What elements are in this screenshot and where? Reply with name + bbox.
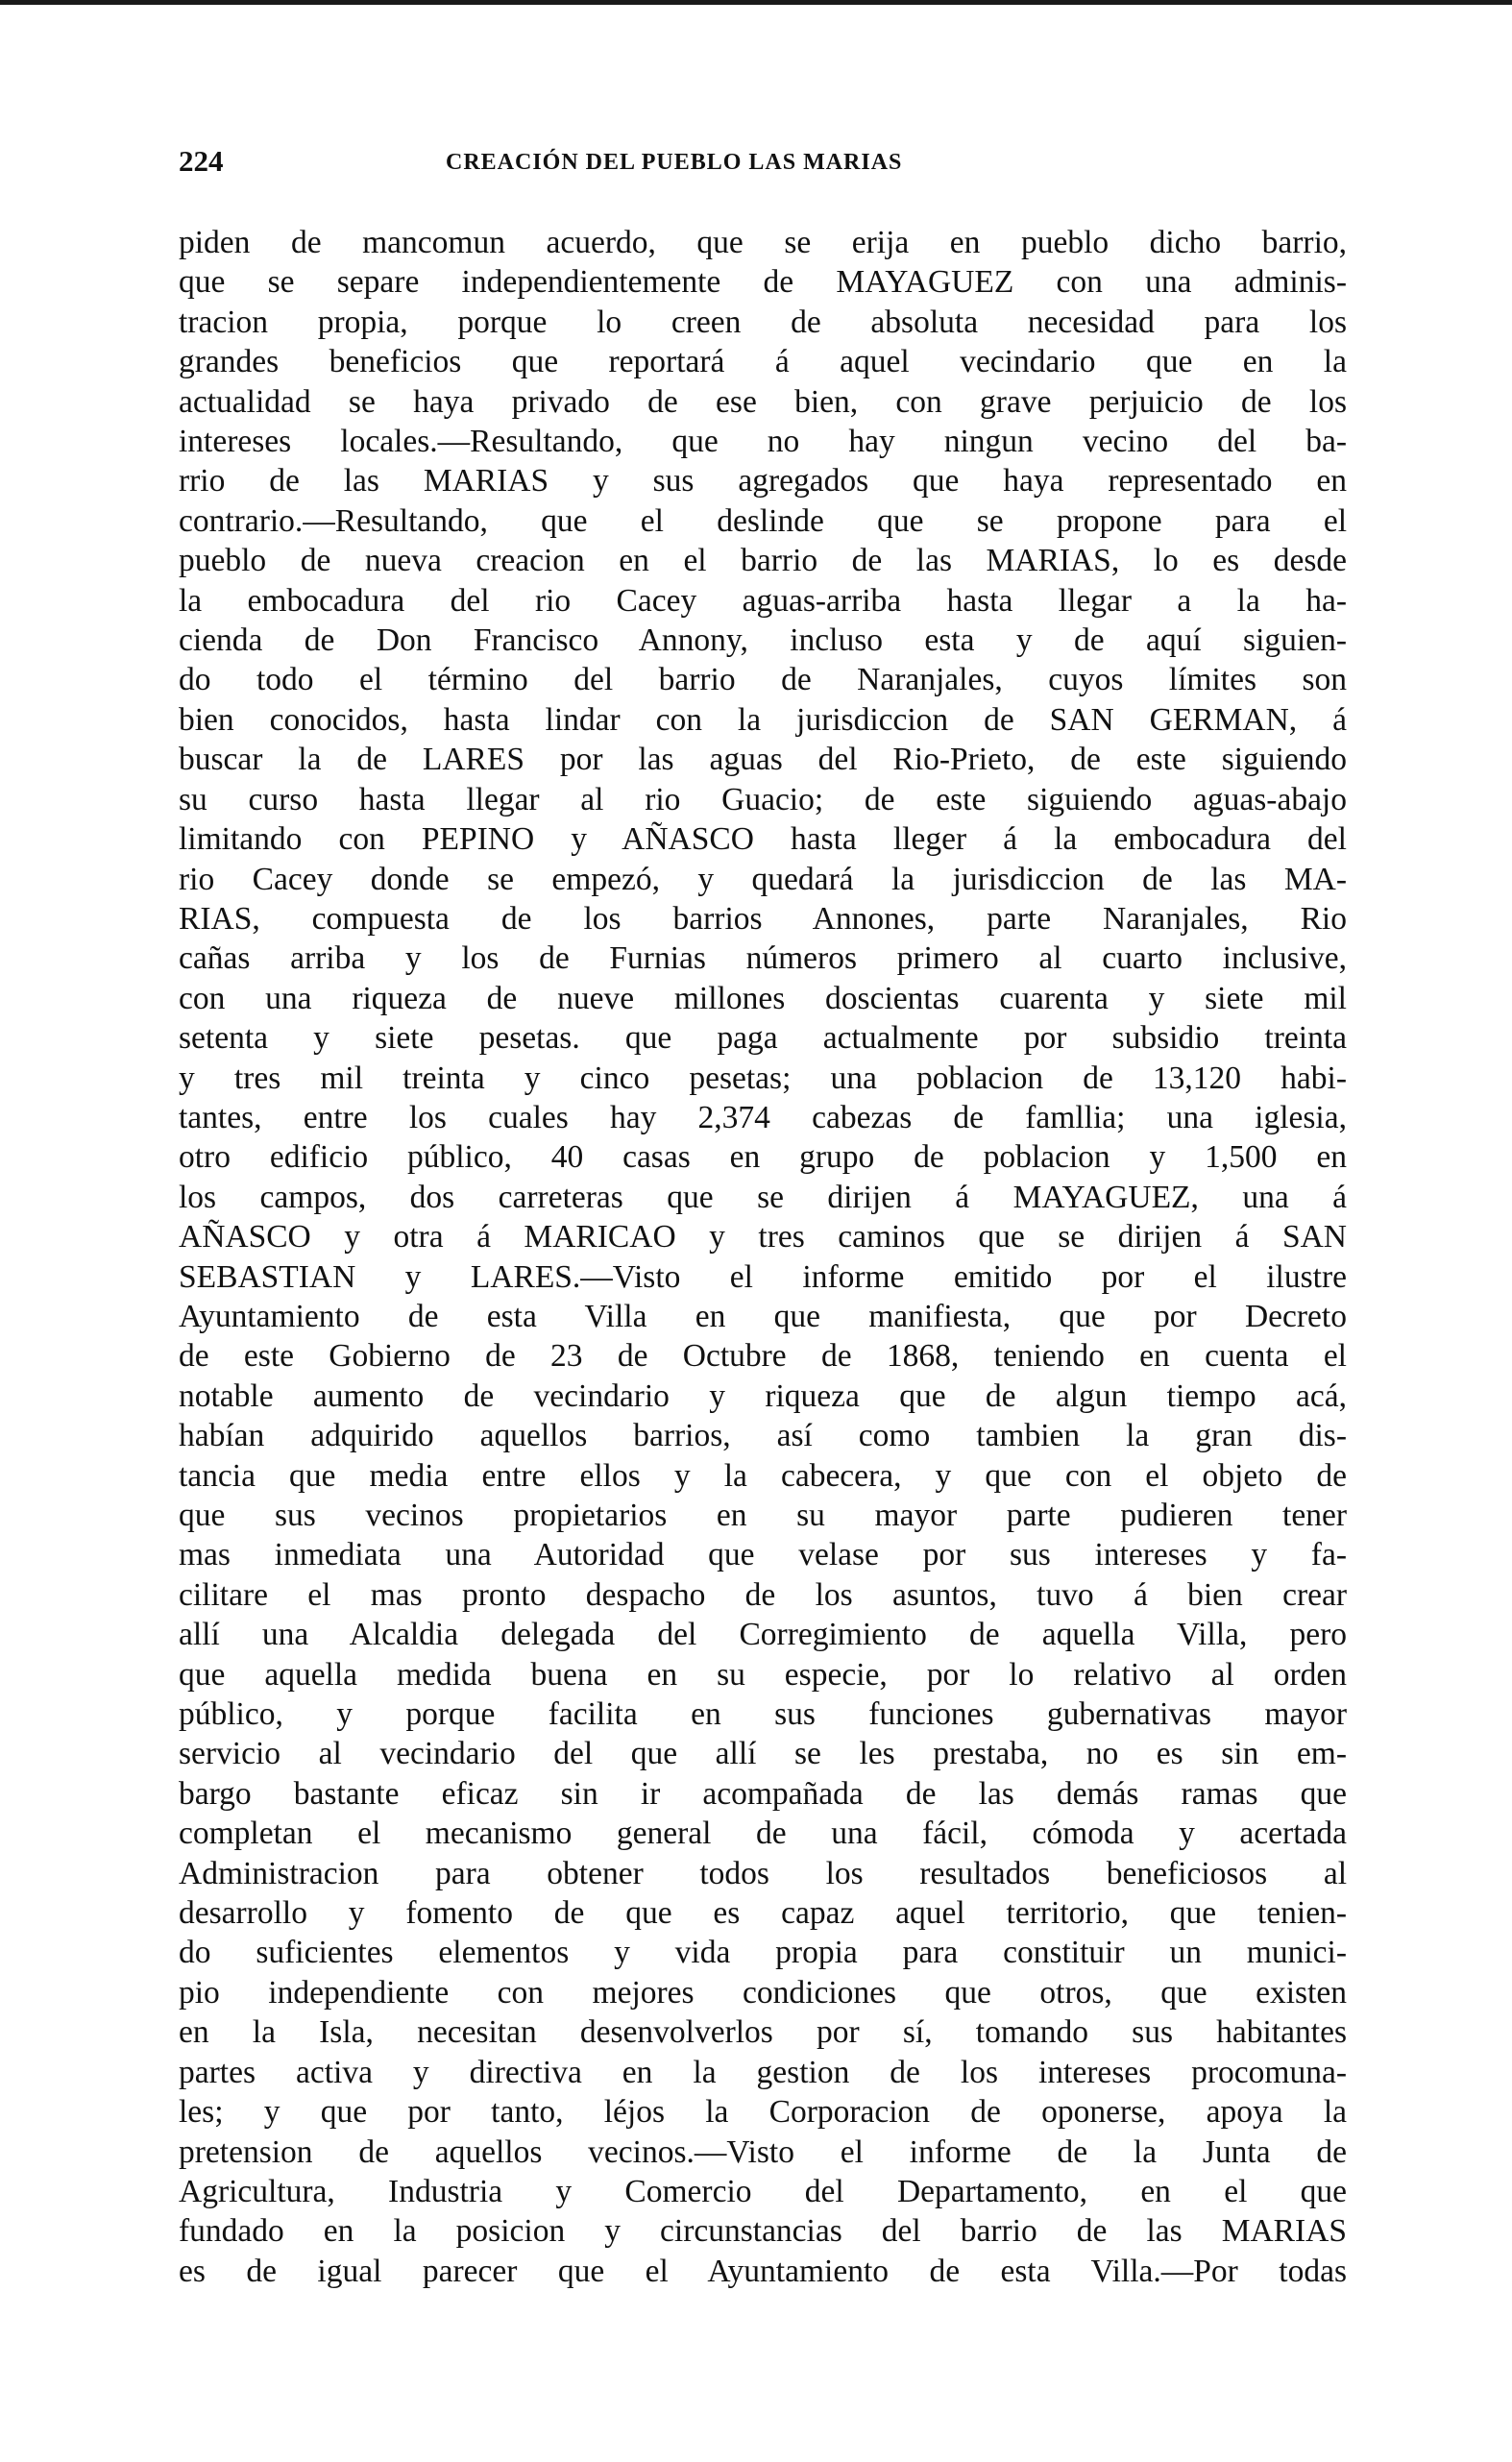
text-line: de este Gobierno de 23 de Octubre de 1868, teniendo en cuenta el xyxy=(179,1338,1347,1375)
text-line: grandes beneficios que reportará á aquel vecindario que en la xyxy=(179,344,1347,380)
text-line: pio independiente con mejores condiciones que otros, que existen xyxy=(179,1974,1347,2011)
text-line: pretension de aquellos vecinos.—Visto el informe de la Junta de xyxy=(179,2133,1347,2170)
text-line: servicio al vecindario del que allí se les prestaba, no es sin em- xyxy=(179,1736,1347,1772)
text-line: mas inmediata una Autoridad que velase por sus intereses y fa- xyxy=(179,1537,1347,1573)
text-line: piden de mancomun acuerdo, que se erija en pueblo dicho barrio, xyxy=(179,225,1347,260)
text-line: actualidad se haya privado de ese bien, con grave perjuicio de los xyxy=(179,383,1347,420)
text-line: RIAS, compuesta de los barrios Annones, parte Naranjales, Rio xyxy=(179,900,1347,937)
text-line: les; y que por tanto, léjos la Corporacion de oponerse, apoya la xyxy=(179,2094,1347,2131)
text-line: notable aumento de vecindario y riqueza que de algun tiempo acá, xyxy=(179,1377,1347,1414)
text-line: completan el mecanismo general de una fácil, cómoda y acertada xyxy=(179,1816,1347,1852)
text-line: do suficientes elementos y vida propia para constituir un munici- xyxy=(179,1935,1347,1971)
text-line: es de igual parecer que el Ayuntamiento de esta Villa.—Por todas xyxy=(179,2253,1347,2289)
text-line: que aquella medida buena en su especie, por lo relativo al orden xyxy=(179,1656,1347,1693)
text-line: otro edificio público, 40 casas en grupo de poblacion y 1,500 en xyxy=(179,1139,1347,1176)
text-line: cañas arriba y los de Furnias números primero al cuarto inclusive, xyxy=(179,940,1347,977)
text-line: partes activa y directiva en la gestion de los intereses procomuna- xyxy=(179,2054,1347,2090)
text-line: con una riqueza de nueve millones doscientas cuarenta y siete mil xyxy=(179,980,1347,1016)
text-line: contrario.—Resultando, que el deslinde que se propone para el xyxy=(179,502,1347,539)
running-title: CREACIÓN DEL PUEBLO LAS MARIAS xyxy=(446,150,903,175)
text-line: Administracion para obtener todos los resultados beneficiosos al xyxy=(179,1855,1347,1891)
text-line: habían adquirido aquellos barrios, así como tambien la gran dis- xyxy=(179,1418,1347,1454)
text-line: pueblo de nueva creacion en el barrio de las MARIAS, lo es desde xyxy=(179,543,1347,579)
text-line: tancia que media entre ellos y la cabecera, y que con el objeto de xyxy=(179,1457,1347,1494)
text-line: tracion propia, porque lo creen de absoluta necesidad para los xyxy=(179,304,1347,340)
book-page xyxy=(179,144,1347,2291)
text-line: buscar la de LARES por las aguas del Rio-Prieto, de este siguiendo xyxy=(179,742,1347,778)
text-line: do todo el término del barrio de Naranjales, cuyos límites son xyxy=(179,662,1347,698)
text-line: tantes, entre los cuales hay 2,374 cabezas de famllia; una iglesia, xyxy=(179,1099,1347,1135)
text-line: setenta y siete pesetas. que paga actualmente por subsidio treinta xyxy=(179,1020,1347,1057)
page-number: 224 xyxy=(179,144,224,178)
text-line: en la Isla, necesitan desenvolverlos por sí, tomando sus habitantes xyxy=(179,2014,1347,2051)
text-line: público, y porque facilita en sus funciones gubernativas mayor xyxy=(179,1696,1347,1733)
text-line: rio Cacey donde se empezó, y quedará la jurisdiccion de las MA- xyxy=(179,861,1347,897)
text-line: limitando con PEPINO y AÑASCO hasta lleger á la embocadura del xyxy=(179,821,1347,858)
text-line: Ayuntamiento de esta Villa en que manifiesta, que por Decreto xyxy=(179,1298,1347,1334)
text-line: los campos, dos carreteras que se dirijen á MAYAGUEZ, una á xyxy=(179,1179,1347,1215)
text-line: que sus vecinos propietarios en su mayor parte pudieren tener xyxy=(179,1498,1347,1533)
text-line: su curso hasta llegar al rio Guacio; de este siguiendo aguas-abajo xyxy=(179,781,1347,817)
text-line: rrio de las MARIAS y sus agregados que haya representado en xyxy=(179,463,1347,500)
text-line: y tres mil treinta y cinco pesetas; una poblacion de 13,120 habi- xyxy=(179,1060,1347,1096)
text-line: cilitare el mas pronto despacho de los asuntos, tuvo á bien crear xyxy=(179,1576,1347,1613)
top-rule xyxy=(0,0,1512,5)
body-text xyxy=(179,223,1347,2291)
text-line: AÑASCO y otra á MARICAO y tres caminos que se dirijen á SAN xyxy=(179,1219,1347,1255)
text-line: allí una Alcaldia delegada del Corregimiento de aquella Villa, pero xyxy=(179,1617,1347,1653)
text-line: bargo bastante eficaz sin ir acompañada de las demás ramas que xyxy=(179,1775,1347,1812)
text-line: Agricultura, Industria y Comercio del Departamento, en el que xyxy=(179,2173,1347,2209)
running-head xyxy=(179,144,1347,183)
text-line: desarrollo y fomento de que es capaz aquel territorio, que tenien- xyxy=(179,1895,1347,1932)
text-line: la embocadura del rio Cacey aguas-arriba hasta llegar a la ha- xyxy=(179,582,1347,619)
text-line: cienda de Don Francisco Annony, incluso esta y de aquí siguien- xyxy=(179,622,1347,659)
text-line: bien conocidos, hasta lindar con la jurisdiccion de SAN GERMAN, á xyxy=(179,701,1347,738)
text-line: SEBASTIAN y LARES.—Visto el informe emitido por el ilustre xyxy=(179,1258,1347,1295)
text-line: fundado en la posicion y circunstancias del barrio de las MARIAS xyxy=(179,2213,1347,2250)
text-line: intereses locales.—Resultando, que no hay ningun vecino del ba- xyxy=(179,424,1347,460)
text-line: que se separe independientemente de MAYAGUEZ con una adminis- xyxy=(179,264,1347,301)
